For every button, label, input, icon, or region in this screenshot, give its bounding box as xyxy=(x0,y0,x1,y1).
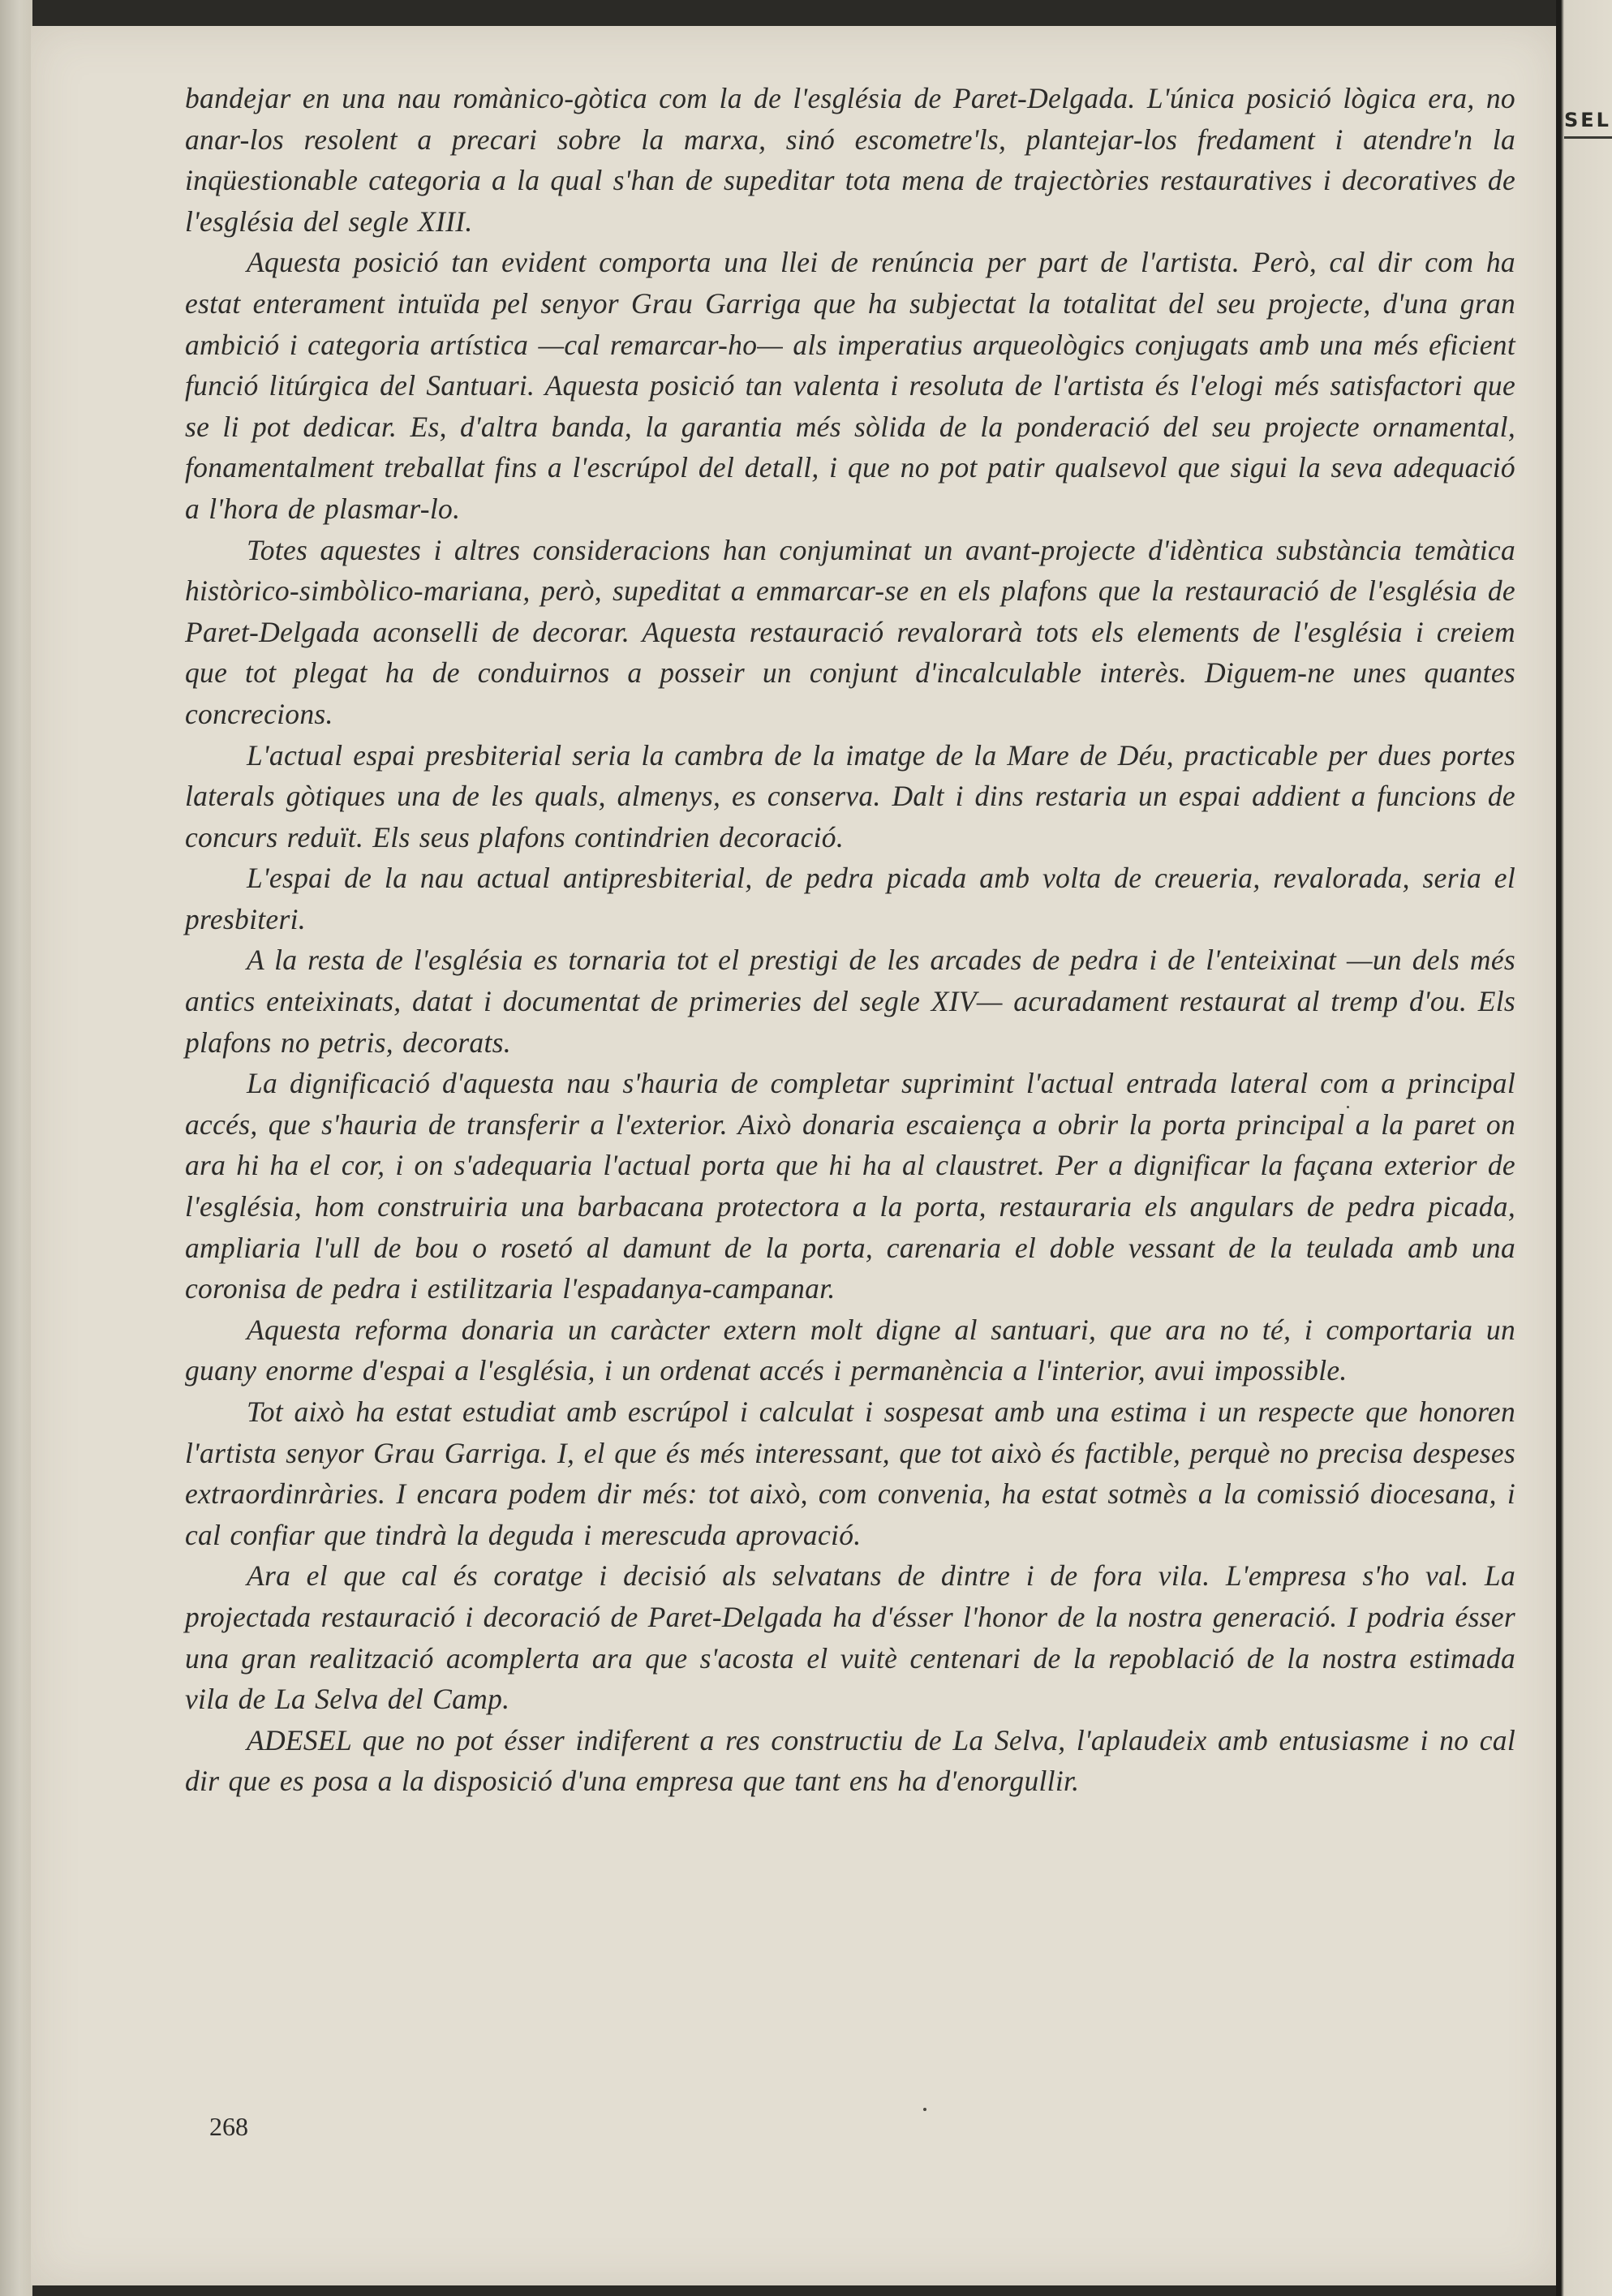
adjacent-page-edge xyxy=(1556,0,1612,2296)
article-body xyxy=(185,78,1515,1802)
paragraph: ADESEL que no pot ésser indiferent a res constructiu de La Selva, l'aplaudeix amb entusiasme i no cal dir que es posa a la disposició d'una empresa que tant ens ha d'enorgullir. xyxy=(185,1723,1515,1798)
paragraph: L'actual espai presbiterial seria la cambra de la imatge de la Mare de Déu, practicable per dues portes laterals gòtiques una de les quals, almenys, es conserva. Dalt i dins restaria un espai addient a funcions de concurs reduït. Els seus plafons contindrien decoració. xyxy=(185,738,1515,853)
paragraph: La dignificació d'aquesta nau s'hauria de completar suprimint l'actual entrada lateral com a principal accés, que s'hauria de transferir a l'exterior. Això donaria escaiença a obrir la porta principal a la paret on ara hi ha el cor, i on s'adequaria l'actual porta que hi ha al claustret. Per a dignificar la façana exterior de l'església, hom construiria una barbacana protectora a la porta, restauraria els angulars de pedra picada, ampliaria l'ull de bou o rosetó al damunt de la porta, carenaria el doble vessant de la teulada amb una coronisa de pedra i estilitzaria l'espadanya-campanar. xyxy=(185,1067,1515,1305)
paragraph: bandejar en una nau romànico-gòtica com la de l'església de Paret-Delgada. L'única posició lògica era, no anar-los resolent a precari sobre la marxa, sinó escometre'ls, plantejar-los fredament i atendre'n la inqüestionable categoria a la qual s'han de supeditar tota mena de trajectòries restauratives i decoratives de l'església del segle XIII. xyxy=(185,82,1515,238)
page-number: 268 xyxy=(209,2112,248,2141)
paragraph: Ara el que cal és coratge i decisió als selvatans de dintre i de fora vila. L'empresa s'ho val. La projectada restauració i decoració de Paret-Delgada ha d'ésser l'honor de la nostra generació. I podria ésser una gran realització acomplerta ara que s'acosta el vuitè centenari de la repoblació de la nostra estimada vila de La Selva del Camp. xyxy=(185,1559,1515,1716)
adjacent-page-header-rule xyxy=(1564,136,1612,139)
adjacent-page-header-fragment: SEL xyxy=(1564,109,1611,131)
dust-speck xyxy=(923,2108,926,2111)
dust-speck xyxy=(1347,1106,1349,1108)
paragraph: A la resta de l'església es tornaria tot el prestigi de les arcades de pedra i de l'enteixinat —un dels més antics enteixinats, datat i documentat de primeries del segle XIV— acuradament restaurat al tremp d'ou. Els plafons no petris, decorats. xyxy=(185,944,1515,1059)
page-left-edge xyxy=(0,0,32,2296)
paragraph: Aquesta posició tan evident comporta una llei de renúncia per part de l'artista. Però, cal dir com ha estat enterament intuïda pel senyor Grau Garriga que ha subjectat la totalitat del seu projecte, d'una gran ambició i categoria artística —cal remarcar-ho— als imperatius arqueològics conjugats amb una més eficient funció litúrgica del Santuari. Aquesta posició tan valenta i resoluta de l'artista és l'elogi més satisfactori que se li pot dedicar. Es, d'altra banda, la garantia més sòlida de la ponderació del seu projecte ornamental, fonamentalment treballat fins a l'escrúpol del detall, i que no pot patir qualsevol que sigui la seva adequació a l'hora de plasmar-lo. xyxy=(185,246,1515,525)
paragraph: L'espai de la nau actual antipresbiterial, de pedra picada amb volta de creueria, revalorada, seria el presbiteri. xyxy=(185,862,1515,935)
paragraph: Tot això ha estat estudiat amb escrúpol i calculat i sospesat amb una estima i un respecte que honoren l'artista senyor Grau Garriga. I, el que és més interessant, que tot això és factible, perquè no precisa despeses extraordinràries. I encara podem dir més: tot això, com convenia, ha estat sotmès a la comissió diocesana, i cal confiar que tindrà la deguda i merescuda aprovació. xyxy=(185,1395,1515,1551)
paragraph: Aquesta reforma donaria un caràcter extern molt digne al santuari, que ara no té, i comportaria un guany enorme d'espai a l'església, i un ordenat accés i permanència a l'interior, avui impossible. xyxy=(185,1313,1515,1387)
paragraph: Totes aquestes i altres consideracions han conjuminat un avant-projecte d'idèntica substància temàtica històrico-simbòlico-mariana, però, supeditat a emmarcar-se en els plafons que la restauració de l'església de Paret-Delgada aconselli de decorar. Aquesta restauració revalorarà tots els elements de l'església i creiem que tot plegat ha de conduirnos a posseir un conjunt d'incalculable interès. Diguem-ne unes quantes concrecions. xyxy=(185,533,1515,730)
